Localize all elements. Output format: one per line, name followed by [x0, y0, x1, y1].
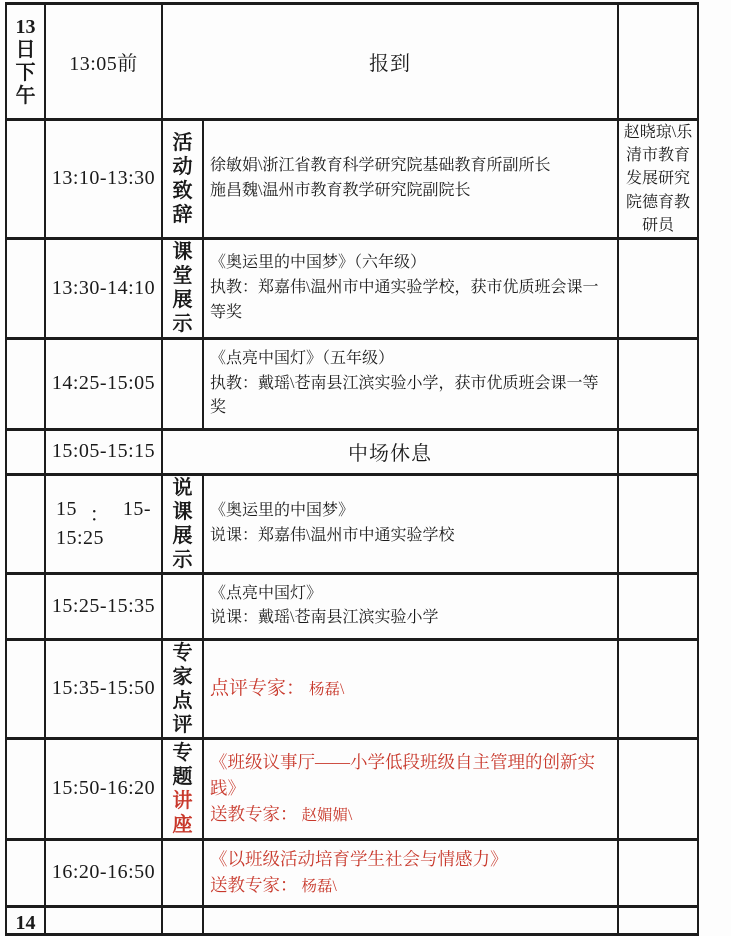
table-row [6, 573, 698, 639]
time-cell: 13:10-13:30 [45, 120, 162, 239]
time-cell: 16:20-16:50 [45, 839, 162, 906]
content-line: 徐敏娟\浙江省教育科学研究院基础教育所副所长 [210, 157, 551, 175]
day-char: 日 [15, 38, 36, 61]
content-cell [203, 120, 618, 239]
time-cell: 14:25-15:05 [45, 338, 162, 429]
person-cell [618, 573, 698, 639]
day-cell [6, 338, 45, 429]
day-cell [6, 906, 45, 934]
type-cell [162, 738, 203, 839]
lesson-title: 《点亮中国灯》 [210, 584, 323, 602]
time-part: ： [89, 503, 111, 526]
time-cell: 15:25-15:35 [45, 573, 162, 639]
person-cell [618, 839, 698, 906]
table-row [6, 120, 698, 239]
time-part: 15 [56, 497, 77, 520]
time-cell: 15:05-15:15 [45, 429, 162, 474]
person-cell [618, 639, 698, 738]
content-cell [203, 238, 618, 338]
time-cell: 13:30-14:10 [45, 238, 162, 338]
lesson-detail: 说课：郑嘉伟\温州市中通实验学校 [210, 526, 455, 544]
content-cell [203, 906, 618, 934]
table-row [6, 839, 698, 906]
time-line [56, 498, 151, 527]
time-cell: 15:35-15:50 [45, 639, 162, 738]
content-cell [203, 573, 618, 639]
time-cell [45, 474, 162, 573]
next-day-number: 14 [15, 911, 36, 934]
content-cell [203, 474, 618, 573]
table-row [6, 639, 698, 738]
time-cell: 15:50-16:20 [45, 738, 162, 839]
person-cell [618, 906, 698, 934]
lesson-detail: 执教：戴瑶\苍南县江滨实验小学，获市优质班会课一等奖 [210, 374, 599, 417]
type-cell [162, 338, 203, 429]
merged-break-cell: 中场休息 [162, 429, 618, 474]
table-row [6, 738, 698, 839]
day-cell [6, 839, 45, 906]
content-cell [203, 738, 618, 839]
lecture-title: 《以班级活动培育学生社会与情感力》 [210, 848, 508, 869]
expert-name: 杨磊\ [309, 681, 345, 699]
day-char: 午 [15, 84, 36, 107]
expert-name: 杨磊\ [301, 878, 337, 896]
lesson-title: 《奥运里的中国梦》 [210, 502, 355, 520]
time-cell: 13:05前 [45, 4, 162, 120]
expert-label: 送教专家： [210, 804, 298, 825]
day-cell [6, 573, 45, 639]
type-cell [162, 573, 203, 639]
expert-label: 点评专家： [210, 678, 306, 700]
person-cell [618, 738, 698, 839]
day-char: 下 [15, 61, 36, 84]
merged-activity-cell: 报到 [162, 4, 618, 120]
time-part: 15- [122, 497, 151, 520]
content-cell [203, 639, 618, 738]
type-cell: 活动致辞 [162, 120, 203, 239]
schedule-table [5, 2, 699, 936]
table-row [6, 906, 698, 934]
type-red-part: 讲座 [172, 789, 193, 836]
expert-name: 赵媚媚\ [301, 807, 353, 825]
person-cell [618, 338, 698, 429]
day-cell [6, 738, 45, 839]
day-cell [6, 639, 45, 738]
lesson-title: 《奥运里的中国梦》（六年级） [210, 254, 427, 272]
lesson-detail: 执教：郑嘉伟\温州市中通实验学校，获市优质班会课一等奖 [210, 279, 599, 321]
table-row [6, 238, 698, 338]
table-row [6, 429, 698, 474]
lecture-title: 《班级议事厅——小学低段班级自主管理的创新实践》 [210, 751, 595, 799]
type-cell: 专家点评 [162, 639, 203, 738]
person-cell [618, 474, 698, 573]
day-cell [6, 4, 45, 120]
lesson-detail: 说课：戴瑶\苍南县江滨实验小学 [210, 609, 439, 627]
content-cell [203, 338, 618, 429]
lesson-title: 《点亮中国灯》（五年级） [210, 349, 395, 367]
person-cell [618, 429, 698, 474]
day-number: 13 [15, 15, 36, 38]
content-line: 施昌魏\温州市教育教学研究院副院长 [210, 181, 471, 199]
type-cell [162, 906, 203, 934]
person-cell [618, 238, 698, 338]
day-cell [6, 429, 45, 474]
content-cell [203, 839, 618, 906]
table-row [6, 338, 698, 429]
table-row [6, 474, 698, 573]
time-cell [45, 906, 162, 934]
type-black-part: 专题 [172, 741, 193, 788]
table-row [6, 4, 698, 120]
day-cell [6, 238, 45, 338]
person-cell: 赵晓琼\乐清市教育发展研究院德育教研员 [618, 120, 698, 239]
expert-label: 送教专家： [210, 875, 298, 896]
day-cell [6, 120, 45, 239]
type-cell: 课堂展示 [162, 238, 203, 338]
day-cell [6, 474, 45, 573]
time-line: 15:25 [56, 526, 105, 549]
type-cell: 说课展示 [162, 474, 203, 573]
type-cell [162, 839, 203, 906]
person-cell [618, 4, 698, 120]
